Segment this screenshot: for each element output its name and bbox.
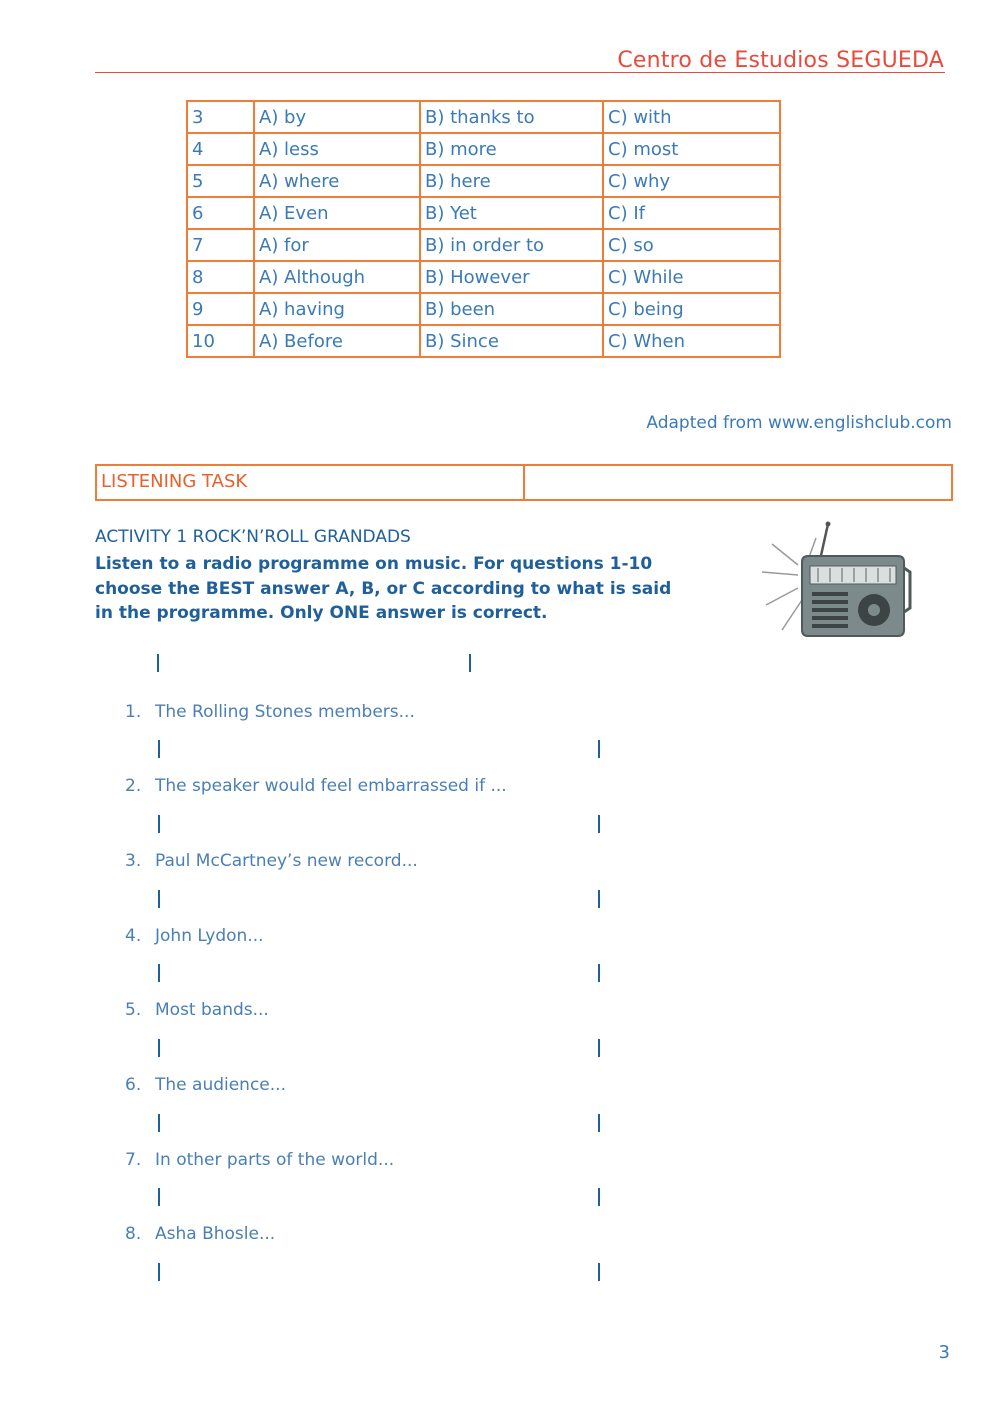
answer-marker (598, 964, 600, 982)
table-row (187, 197, 780, 229)
table-cell: 10 (187, 325, 254, 357)
question-number: 4. (125, 926, 142, 946)
question-number: 3. (125, 851, 142, 871)
table-row (187, 293, 780, 325)
answer-marker (598, 1188, 600, 1206)
question-item (125, 1075, 286, 1095)
table-cell: 6 (187, 197, 254, 229)
table-cell: A) having (254, 293, 420, 325)
question-text: John Lydon... (155, 926, 264, 946)
question-text: The speaker would feel embarrassed if ... (155, 776, 507, 796)
table-cell: B) in order to (420, 229, 603, 261)
table-cell: A) for (254, 229, 420, 261)
table-cell: B) more (420, 133, 603, 165)
answer-marker (598, 740, 600, 758)
question-item (125, 1000, 269, 1020)
answer-marker (598, 815, 600, 833)
task-label: LISTENING TASK (97, 466, 525, 499)
source-credit: Adapted from www.englishclub.com (646, 413, 952, 433)
answer-marker (158, 1188, 160, 1206)
question-item (125, 776, 507, 796)
question-number: 2. (125, 776, 142, 796)
answer-marker (158, 1263, 160, 1281)
table-cell: 8 (187, 261, 254, 293)
table-row (187, 261, 780, 293)
question-text: The audience... (155, 1075, 286, 1095)
answer-marker (157, 654, 159, 672)
table-cell: C) being (603, 293, 780, 325)
activity-instructions: Listen to a radio programme on music. For questions 1-10 choose the BEST answer A, B, or C according to what is said in the programme. Only ONE answer is correct. (95, 554, 672, 623)
answer-marker (598, 890, 600, 908)
question-item (125, 702, 415, 722)
header-title: Centro de Estudios SEGUEDA (617, 48, 944, 73)
table-cell: A) where (254, 165, 420, 197)
question-number: 8. (125, 1224, 142, 1244)
question-text: The Rolling Stones members... (155, 702, 415, 722)
table-cell: B) here (420, 165, 603, 197)
table-cell: C) most (603, 133, 780, 165)
listening-task-header (95, 464, 953, 501)
table-cell: B) been (420, 293, 603, 325)
table-cell: C) why (603, 165, 780, 197)
question-text: Most bands... (155, 1000, 269, 1020)
table-cell: 7 (187, 229, 254, 261)
table-row (187, 133, 780, 165)
answer-marker (158, 1039, 160, 1057)
table-row (187, 101, 780, 133)
header-rule (95, 72, 945, 73)
page-number: 3 (938, 1342, 950, 1363)
answer-marker (598, 1039, 600, 1057)
radio-icon (758, 520, 918, 645)
question-item (125, 851, 418, 871)
question-text: Paul McCartney’s new record... (155, 851, 418, 871)
table-cell: C) so (603, 229, 780, 261)
answer-marker (158, 1114, 160, 1132)
table-cell: C) While (603, 261, 780, 293)
table-cell: 4 (187, 133, 254, 165)
table-cell: A) Even (254, 197, 420, 229)
answer-marker (158, 890, 160, 908)
table-cell: 9 (187, 293, 254, 325)
answer-marker (158, 964, 160, 982)
answer-marker (158, 740, 160, 758)
question-item (125, 1224, 275, 1244)
question-number: 5. (125, 1000, 142, 1020)
question-item (125, 926, 264, 946)
question-text: Asha Bhosle... (155, 1224, 276, 1244)
table-row (187, 325, 780, 357)
table-row (187, 229, 780, 261)
question-item (125, 1150, 394, 1170)
answer-marker (469, 654, 471, 672)
table-cell: A) Although (254, 261, 420, 293)
table-cell: B) thanks to (420, 101, 603, 133)
table-cell: A) by (254, 101, 420, 133)
table-cell: C) with (603, 101, 780, 133)
answer-marker (598, 1114, 600, 1132)
task-empty-cell (525, 466, 951, 499)
table-cell: B) However (420, 261, 603, 293)
table-cell: B) Yet (420, 197, 603, 229)
options-table (186, 100, 781, 358)
answer-marker (158, 815, 160, 833)
table-cell: B) Since (420, 325, 603, 357)
question-number: 1. (125, 702, 142, 722)
question-number: 6. (125, 1075, 142, 1095)
table-cell: 3 (187, 101, 254, 133)
table-cell: A) Before (254, 325, 420, 357)
answer-marker (598, 1263, 600, 1281)
table-row (187, 165, 780, 197)
table-cell: C) If (603, 197, 780, 229)
table-cell: C) When (603, 325, 780, 357)
table-cell: 5 (187, 165, 254, 197)
table-cell: A) less (254, 133, 420, 165)
question-number: 7. (125, 1150, 142, 1170)
question-text: In other parts of the world... (155, 1150, 395, 1170)
activity-title: ACTIVITY 1 ROCK’N’ROLL GRANDADS (95, 527, 411, 547)
